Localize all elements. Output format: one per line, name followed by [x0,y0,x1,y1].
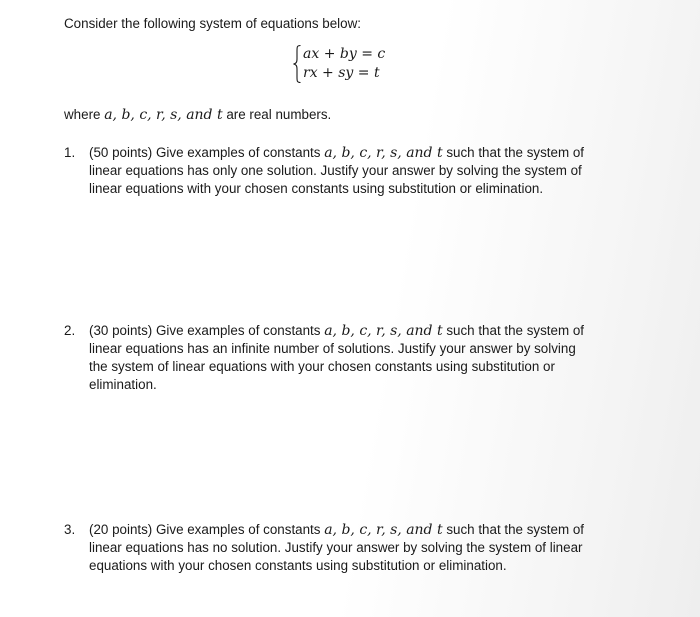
question-2-line-4: elimination. [89,377,157,392]
question-3-line-2: linear equations has no solution. Justify your answer by solving the system of linear [89,540,583,555]
question-1-tail: such that the system of [442,145,585,160]
question-2-line-3: the system of linear equations with your chosen constants using substitution or [89,359,555,374]
question-2-line-2: linear equations has an infinite number of solutions. Justify your answer by solving [89,341,576,356]
where-line [64,106,331,124]
question-2-vars: a, b, c, r, s, and t [324,323,443,339]
question-3-number: 3. [64,522,76,537]
question-1-vars: a, b, c, r, s, and t [324,145,443,161]
question-1-line-3: linear equations with your chosen constants using substitution or elimination. [89,181,544,196]
question-2-head: (30 points) Give examples of constants [89,323,325,338]
where-suffix: are real numbers. [222,107,332,122]
equation-2: rx + sy = t [303,65,380,81]
intro-text: Consider the following system of equations below: [64,16,361,31]
question-3-line-1 [89,521,584,539]
question-3-tail: such that the system of [442,522,585,537]
question-3-vars: a, b, c, r, s, and t [324,522,443,538]
question-2-tail: such that the system of [442,323,585,338]
question-3-line-3: equations with your chosen constants using substitution or elimination. [89,558,507,573]
question-1-head: (50 points) Give examples of constants [89,145,325,160]
question-2-line-1 [89,322,584,340]
question-2-number: 2. [64,323,76,338]
question-1-line-2: linear equations has only one solution. Justify your answer by solving the system of [89,163,582,178]
where-vars: a, b, c, r, s, and t [104,107,223,123]
question-1-number: 1. [64,145,76,160]
left-brace-icon [292,44,302,84]
equation-1: ax + by = c [303,46,386,62]
where-prefix: where [64,107,105,122]
question-1-line-1 [89,144,584,162]
question-3-head: (20 points) Give examples of constants [89,522,325,537]
